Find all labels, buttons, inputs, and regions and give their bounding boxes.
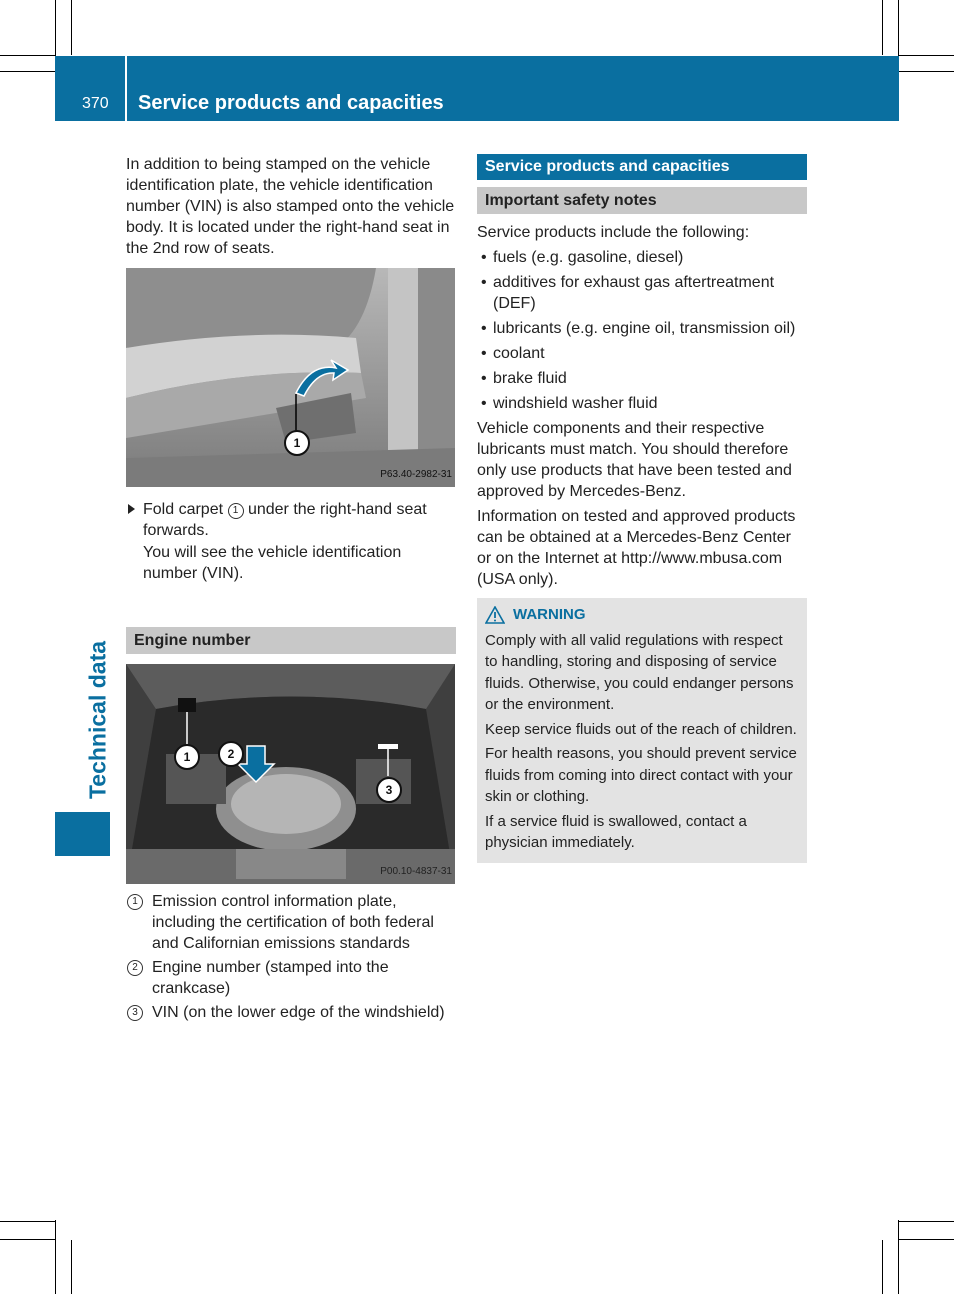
photo-callout-1: 1 — [284, 430, 310, 456]
legend-number: 2 — [127, 960, 143, 976]
chapter-tab-marker — [55, 812, 110, 856]
crop-mark — [899, 55, 954, 56]
engine-legend — [126, 891, 456, 1023]
crop-mark — [899, 1221, 954, 1222]
header-divider — [125, 56, 127, 121]
step-result: You will see the vehicle identification number (VIN). — [143, 544, 402, 582]
figure-code: P63.40-2982-31 — [380, 469, 452, 480]
section-heading: Service products and capacities — [477, 154, 807, 180]
photo-callout-1: 1 — [174, 744, 200, 770]
crop-mark — [71, 1240, 72, 1294]
warning-box — [477, 598, 807, 863]
vin-intro-text: In addition to being stamped on the vehicle identification plate, the vehicle identification number (VIN) is also stamped onto the vehicle body. It is located under the right-hand seat in the 2nd row of seats. — [126, 156, 455, 257]
crop-mark — [882, 0, 883, 55]
legend-text: Emission control information plate, including the certification of both federal and Californian emissions standards — [152, 893, 434, 952]
service-products-list — [477, 247, 807, 414]
legend-text: VIN (on the lower edge of the windshield) — [152, 1004, 445, 1021]
compatibility-paragraph: Vehicle components and their respective lubricants must match. You should therefore only use products that have been tested and approved by Mercedes-Benz. — [477, 420, 792, 500]
crop-mark — [0, 1221, 55, 1222]
crop-mark — [0, 1239, 55, 1240]
approved-products-paragraph: Information on tested and approved products can be obtained at a Mercedes-Benz Center or on the Internet at http://​www.mbusa.com (USA only). — [477, 508, 796, 588]
legend-text: Engine number (stamped into the crankcase) — [152, 959, 389, 997]
page-title: Service products and capacities — [138, 92, 444, 114]
step-arrow-icon — [128, 504, 135, 514]
photo-callout-3: 3 — [376, 777, 402, 803]
legend-item — [126, 891, 456, 954]
instruction-step — [126, 499, 456, 584]
figure-code: P00.10-4837-31 — [380, 866, 452, 877]
crop-mark — [898, 1220, 899, 1294]
list-item: • fuels (e.g. gasoline, diesel) — [477, 247, 807, 268]
photo-callout-2: 2 — [218, 741, 244, 767]
list-item: • additives for exhaust gas aftertreatment (DEF) — [477, 272, 807, 314]
warning-header — [485, 604, 799, 626]
left-column — [126, 154, 456, 1026]
page-header — [55, 56, 899, 121]
step-text-after: under the right-hand seat forwards. — [143, 501, 427, 539]
crop-mark — [71, 0, 72, 55]
engine-illustration — [126, 664, 455, 884]
legend-item — [126, 957, 456, 999]
crop-mark — [0, 71, 55, 72]
list-item: • brake fluid — [477, 368, 807, 389]
seat-photo — [126, 268, 455, 487]
step-text-before: Fold carpet — [143, 501, 224, 518]
crop-mark — [55, 1220, 56, 1294]
warning-title: WARNING — [513, 606, 586, 623]
safety-notes-heading: Important safety notes — [477, 187, 807, 214]
warning-triangle-icon — [485, 606, 505, 624]
chapter-tab-label: Technical data — [84, 640, 111, 800]
crop-mark — [0, 55, 55, 56]
warning-paragraph: For health reasons, you should prevent service fluids from coming into direct contact with your skin or clothing. — [485, 745, 797, 805]
legend-item — [126, 1002, 456, 1023]
engine-number-heading: Engine number — [126, 627, 456, 654]
warning-paragraph: Comply with all valid regulations with respect to handling, storing and disposing of service fluids. Otherwise, you could endanger persons or the environment. — [485, 631, 794, 713]
service-products-intro: Service products include the following: — [477, 224, 750, 241]
legend-number: 1 — [127, 894, 143, 910]
step-callout-ref: 1 — [228, 503, 244, 519]
right-column — [477, 154, 807, 863]
warning-paragraph: If a service fluid is swallowed, contact a physician immediately. — [485, 812, 747, 851]
legend-number: 3 — [127, 1005, 143, 1021]
warning-paragraph: Keep service fluids out of the reach of children. — [485, 720, 797, 738]
crop-mark — [882, 1240, 883, 1294]
list-item: • coolant — [477, 343, 807, 364]
list-item: • lubricants (e.g. engine oil, transmission oil) — [477, 318, 807, 339]
page-number: 370 — [82, 95, 109, 112]
crop-mark — [899, 71, 954, 72]
list-item: • windshield washer fluid — [477, 393, 807, 414]
engine-photo — [126, 664, 455, 884]
crop-mark — [899, 1239, 954, 1240]
